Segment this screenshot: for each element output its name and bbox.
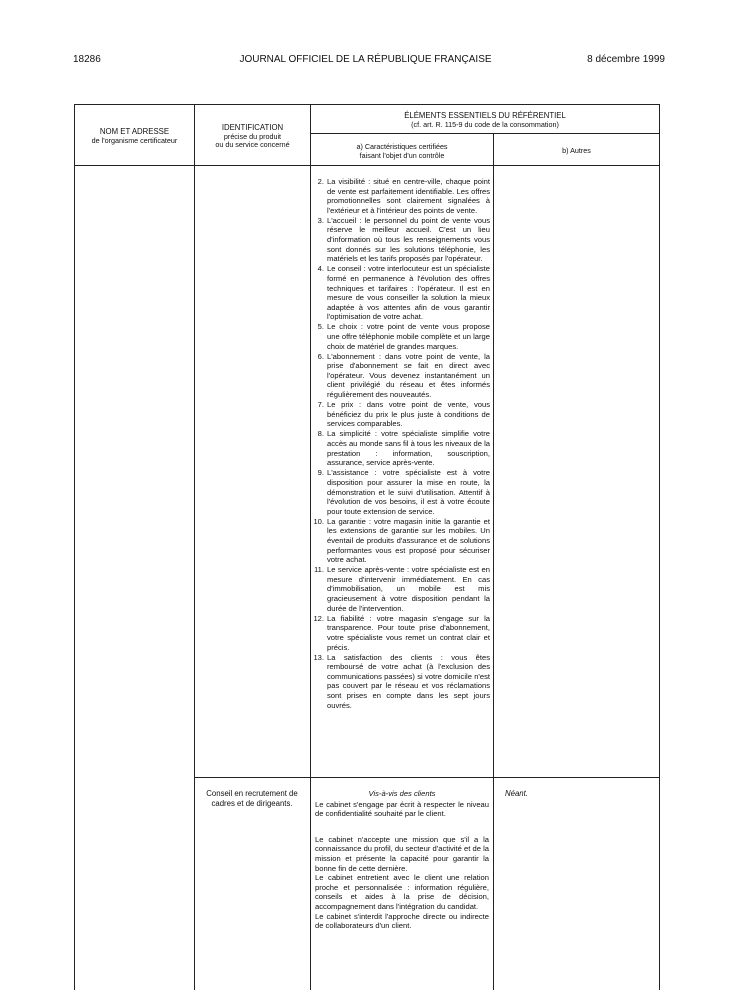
col-border-3	[310, 104, 311, 990]
page-number: 18286	[73, 54, 101, 65]
criteria-list	[312, 177, 490, 711]
autres-value: Néant.	[505, 789, 528, 798]
col-border-4	[493, 133, 494, 990]
list-item: 4. Le conseil : votre interlocuteur est un spécialiste formé en permanence à l'évolution des offres techniques et tarifaires : l'opérateur. Il est en mesure de vous conseiller la solution la mieux adaptée à vos attentes afin de vous garantir l'optimisation de votre achat.	[317, 264, 490, 322]
col-border-1	[74, 104, 75, 990]
list-item: 5. Le choix : votre point de vente vous propose une offre téléphonie mobile complète et un large choix de matériel de grandes marques.	[317, 322, 490, 351]
journal-title: JOURNAL OFFICIEL DE LA RÉPUBLIQUE FRANÇAISE	[239, 54, 492, 65]
col-header-autres: b) Autres	[562, 146, 591, 155]
col-header-organisme: NOM ET ADRESSE de l'organisme certificateur	[91, 127, 178, 145]
paragraph: Le cabinet entretient avec le client une relation proche et personnalisée : information régulière, conseils et aides à la prise de décision, accompagnement dans l'intégration du candidat.	[315, 873, 489, 911]
list-item: 8. La simplicité : votre spécialiste simplifie votre accès au monde sans fil à tous les niveaux de la prestation : information, souscription, assurance, service après-vente.	[317, 429, 490, 468]
col-border-5	[659, 104, 660, 990]
subheader-divider	[310, 133, 660, 134]
col-border-2	[194, 104, 195, 990]
list-item: 10. La garantie : votre magasin initie la garantie et les extensions de garantie sur les mobiles. Un éventail de produits d'assurance et de solutions performantes vous est proposé pour sécuriser votre achat.	[313, 516, 490, 565]
client-commitments	[315, 789, 489, 931]
col-header-elements: ÉLÉMENTS ESSENTIELS DU RÉFÉRENTIEL (cf. art. R. 115-9 du code de la consommation)	[404, 111, 566, 129]
header-bottom-border	[74, 165, 660, 166]
list-item: 2. La visibilité : situé en centre-ville, chaque point de vente est parfaitement identifiable. Les offres promotionnelles sont clairement signalées à l'extérieur et à l'intérieur des points de vente.	[317, 177, 490, 215]
list-item: 11. Le service après-vente : votre spécialiste est en mesure d'intervenir immédiatement. En cas d'immobilisation, un mobile est mis gracieusement à votre disposition pendant la durée de l'intervention.	[314, 565, 490, 613]
list-item: 7. Le prix : dans votre point de vente, vous bénéficiez du prix le plus juste à conditions de services comparables.	[317, 400, 490, 429]
publication-date: 8 décembre 1999	[587, 54, 665, 65]
list-item: 3. L'accueil : le personnel du point de vente vous réserve le meilleur accueil. C'est un lieu d'information où tous les renseignements vous sont donnés sur les solutions téléphonie, les matériels et les tarifs proposés par l'opérateur.	[317, 215, 490, 264]
col-header-identification: IDENTIFICATION précise du produit ou du service concerné	[215, 123, 290, 149]
row-divider	[194, 777, 660, 778]
col-header-caracteristiques: a) Caractéristiques certifiées faisant l'objet d'un contrôle	[356, 142, 448, 160]
paragraph: Le cabinet s'interdit l'approche directe ou indirecte de collaborateurs d'un client.	[315, 911, 489, 931]
section-title: Vis-à-vis des clients	[368, 789, 436, 798]
service-identification: Conseil en recrutement de cadres et de dirigeants.	[206, 789, 298, 808]
paragraph: Le cabinet n'accepte une mission que s'il a la connaissance du profil, du secteur d'activité et de la mission et présente la capacité pour garantir la bonne fin de cette dernière.	[315, 834, 489, 873]
table-top-border	[74, 104, 660, 105]
list-item: 6. L'abonnement : dans votre point de vente, la prise d'abonnement se fait en direct avec l'opérateur. Vous devenez instantanément un client privilégié du réseau et êtes informés régulièrement des nouveautés.	[317, 351, 490, 400]
paragraph: Le cabinet s'engage par écrit à respecter le niveau de confidentialité souhaité par le client.	[315, 799, 489, 819]
list-item: 12. La fiabilité : votre magasin s'engage sur la transparence. Pour toute prise d'abonnement, votre spécialiste vous remet un contrat clair et précis.	[313, 613, 490, 652]
list-item: 9. L'assistance : votre spécialiste est à votre disposition pour assurer la mise en route, la démonstration et le suivi d'utilisation. Attentif à l'évolution de vos besoins, il est à votre écoute pour toute extension de service.	[317, 468, 490, 516]
list-item: 13. La satisfaction des clients : vous êtes remboursé de votre achat (à l'exclusion des communications passées) si votre domicile n'est pas couvert par le réseau et vos réclamations sont prises en compte dans les sept jours ouvrés.	[313, 652, 490, 710]
